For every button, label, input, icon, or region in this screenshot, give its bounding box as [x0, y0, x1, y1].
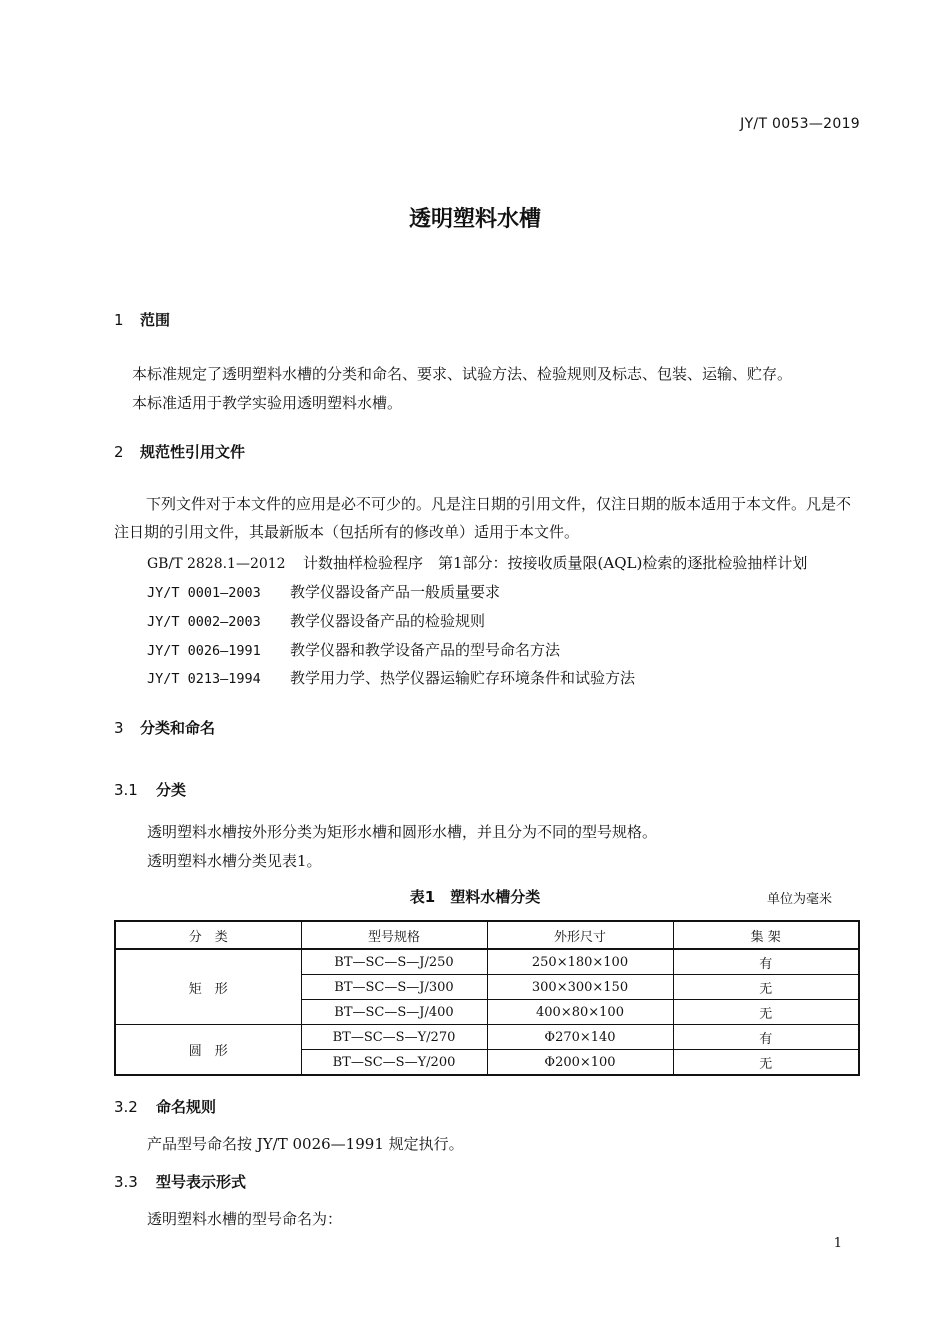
- section-title: 命名规则: [156, 1098, 217, 1116]
- reference-title: 教学仪器和教学设备产品的型号命名方法: [290, 641, 561, 659]
- size-cell: Φ200×100: [487, 1050, 673, 1076]
- section-number: 3.3: [114, 1173, 138, 1191]
- reference-item: [147, 552, 807, 573]
- model-cell: BT—SC—S—J/400: [301, 1000, 487, 1025]
- section-title: 范围: [140, 311, 171, 329]
- reference-title: 教学仪器设备产品的检验规则: [290, 612, 486, 630]
- section-number: 2: [114, 443, 124, 461]
- reference-item: [147, 667, 635, 688]
- reference-item: [147, 639, 560, 660]
- table-caption: 表1 塑料水槽分类: [409, 888, 541, 906]
- table-header-cell: 型号规格: [301, 921, 487, 949]
- reference-title: 计数抽样检验程序 第1部分：按接收质量限(AQL)检索的逐批检验抽样计划: [303, 554, 808, 572]
- section-heading-1: [114, 309, 170, 330]
- section-title: 分类: [156, 781, 187, 799]
- section-title: 分类和命名: [140, 719, 216, 737]
- rack-cell: 有: [673, 1025, 859, 1050]
- rack-cell: 无: [673, 975, 859, 1000]
- table-unit: 单位为毫米: [766, 892, 832, 907]
- reference-title: 教学仪器设备产品一般质量要求: [290, 583, 501, 601]
- model-cell: BT—SC—S—J/300: [301, 975, 487, 1000]
- section-title: 规范性引用文件: [140, 443, 246, 461]
- table-header-cell: 集 架: [673, 921, 859, 949]
- section-number: 1: [114, 311, 124, 329]
- model-cell: BT—SC—S—J/250: [301, 949, 487, 975]
- table-header-cell: 分 类: [115, 921, 301, 949]
- section-heading-3: [114, 717, 215, 738]
- group-label-cell: 圆 形: [115, 1025, 301, 1076]
- section-heading-3-2: [114, 1096, 216, 1117]
- paragraph: 本标准适用于教学实验用透明塑料水槽。: [132, 394, 403, 412]
- section-heading-3-1: [114, 779, 186, 800]
- rack-cell: 无: [673, 1000, 859, 1025]
- reference-code: JY/T 0001—2003: [147, 585, 261, 601]
- reference-code: JY/T 0026—1991: [147, 643, 261, 659]
- document-code: JY/T 0053—2019: [740, 116, 860, 132]
- model-cell: BT—SC—S—Y/200: [301, 1050, 487, 1076]
- rack-cell: 无: [673, 1050, 859, 1076]
- page-number: 1: [833, 1236, 842, 1251]
- reference-code: GB/T 2828.1—2012: [147, 556, 286, 572]
- page-title: 透明塑料水槽: [408, 207, 541, 232]
- paragraph: 下列文件对于本文件的应用是必不可少的。凡是注日期的引用文件，仅注日期的版本适用于本文件。凡是不注日期的引用文件，其最新版本（包括所有的修改单）适用于本文件。: [114, 495, 852, 541]
- group-label-cell: 矩 形: [115, 949, 301, 1025]
- section-number: 3: [114, 719, 124, 737]
- table-row: [115, 949, 859, 975]
- size-cell: 400×80×100: [487, 1000, 673, 1025]
- classification-table: [114, 920, 860, 1076]
- reference-item: [147, 610, 485, 631]
- model-cell: BT—SC—S—Y/270: [301, 1025, 487, 1050]
- section-heading-2: [114, 441, 245, 462]
- size-cell: 250×180×100: [487, 949, 673, 975]
- table-header-row: [115, 921, 859, 949]
- section-number: 3.1: [114, 781, 138, 799]
- reference-item: [147, 581, 500, 602]
- paragraph: 本标准规定了透明塑料水槽的分类和命名、要求、试验方法、检验规则及标志、包装、运输、贮存。: [132, 365, 793, 383]
- section-heading-3-3: [114, 1171, 246, 1192]
- reference-code: JY/T 0213—1994: [147, 671, 261, 687]
- rack-cell: 有: [673, 949, 859, 975]
- size-cell: Φ270×140: [487, 1025, 673, 1050]
- reference-code: JY/T 0002—2003: [147, 614, 261, 630]
- section-title: 型号表示形式: [156, 1173, 247, 1191]
- table-header-cell: 外形尺寸: [487, 921, 673, 949]
- section-number: 3.2: [114, 1098, 138, 1116]
- reference-title: 教学用力学、热学仪器运输贮存环境条件和试验方法: [290, 669, 636, 687]
- size-cell: 300×300×150: [487, 975, 673, 1000]
- paragraph: 透明塑料水槽按外形分类为矩形水槽和圆形水槽，并且分为不同的型号规格。: [147, 823, 658, 841]
- paragraph: 产品型号命名按 JY/T 0026—1991 规定执行。: [147, 1135, 464, 1153]
- paragraph: 透明塑料水槽分类见表1。: [147, 852, 322, 870]
- table-row: [115, 1025, 859, 1050]
- paragraph: 透明塑料水槽的型号命名为：: [147, 1210, 343, 1228]
